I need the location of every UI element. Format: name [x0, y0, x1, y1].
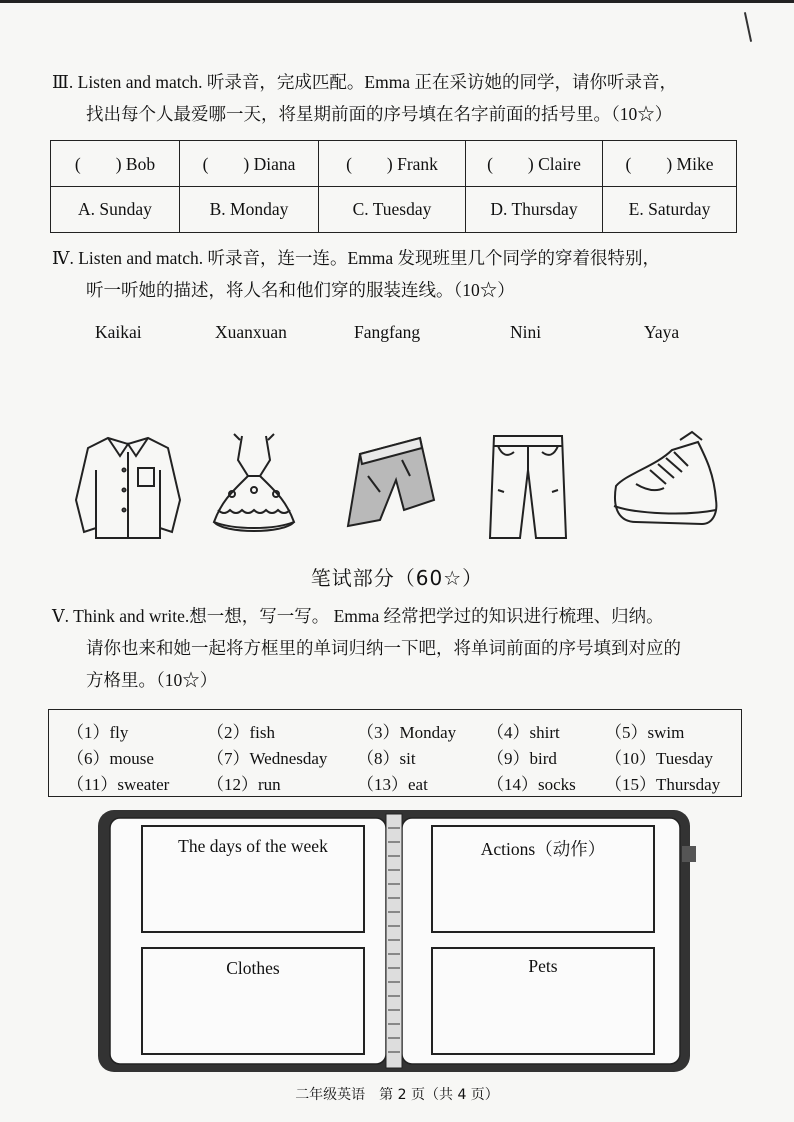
- category-box-clothes[interactable]: Clothes: [226, 958, 280, 978]
- name-cell[interactable]: ( ) Diana: [180, 141, 319, 187]
- word-item: （7）Wednesday: [207, 749, 328, 768]
- match-table: [50, 140, 737, 233]
- table-row-names: [51, 141, 737, 187]
- page-footer: 二年级英语 第 2 页（共 4 页）: [295, 1087, 499, 1103]
- day-cell: A. Sunday: [51, 187, 180, 233]
- student-name[interactable]: Yaya: [644, 322, 680, 342]
- shorts-picture[interactable]: [340, 430, 445, 535]
- word-item: （8）sit: [357, 749, 416, 768]
- section-4-instructions: [52, 242, 660, 306]
- written-part-heading: 笔试部分（60☆）: [310, 566, 484, 590]
- word-item: （11）sweater: [67, 775, 170, 794]
- section-5-line-3: 方格里。（10☆）: [86, 670, 218, 690]
- word-item: （5）swim: [605, 723, 685, 742]
- name-cell[interactable]: ( ) Frank: [319, 141, 466, 187]
- pen-mark: [744, 12, 752, 42]
- day-cell: B. Monday: [180, 187, 319, 233]
- word-item: （15）Thursday: [605, 775, 721, 794]
- section-3-line-1: Ⅲ. Listen and match. 听录音，完成匹配。Emma 正在采访她的同学，请你听录音，: [52, 72, 677, 92]
- category-box-actions[interactable]: Actions（动作）: [480, 839, 606, 859]
- word-item: （6）mouse: [67, 749, 154, 768]
- student-name[interactable]: Xuanxuan: [215, 322, 287, 342]
- day-cell: C. Tuesday: [319, 187, 466, 233]
- word-bank: [48, 709, 742, 797]
- day-cell: E. Saturday: [603, 187, 737, 233]
- section-5-line-2: 请你也来和她一起将方框里的单词归纳一下吧，将单词前面的序号填到对应的: [86, 638, 681, 658]
- word-item: （13）eat: [357, 775, 428, 794]
- name-cell[interactable]: ( ) Bob: [51, 141, 180, 187]
- category-box-days[interactable]: The days of the week: [178, 836, 328, 856]
- word-item: （4）shirt: [487, 723, 560, 742]
- student-name[interactable]: Kaikai: [95, 322, 142, 342]
- shirt-picture[interactable]: [68, 430, 188, 540]
- section-5-instructions: [52, 600, 681, 696]
- section-4-line-2: 听一听她的描述，将人名和他们穿的服装连线。（10☆）: [86, 280, 515, 300]
- word-item: （14）socks: [487, 775, 576, 794]
- section-4-line-1: Ⅳ. Listen and match. 听录音，连一连。Emma 发现班里几个同学的穿着很特别，: [52, 248, 661, 268]
- word-item: （1）fly: [67, 723, 129, 742]
- word-item: （9）bird: [487, 749, 557, 768]
- word-item: （2）fish: [207, 723, 275, 742]
- name-cell[interactable]: ( ) Claire: [466, 141, 603, 187]
- section-5-line-1: Ⅴ. Think and write.想一想，写一写。 Emma 经常把学过的知识进行梳理、归纳。: [52, 606, 664, 626]
- trousers-picture[interactable]: [484, 430, 572, 542]
- day-cell: D. Thursday: [466, 187, 603, 233]
- student-name[interactable]: Nini: [510, 322, 542, 342]
- dress-picture[interactable]: [204, 430, 304, 540]
- table-row-days: [51, 187, 737, 233]
- word-item: （10）Tuesday: [605, 749, 713, 768]
- shoe-picture[interactable]: [606, 430, 726, 536]
- word-item: （3）Monday: [357, 723, 457, 742]
- notebook-graphic: [0, 808, 794, 1078]
- name-cell[interactable]: ( ) Mike: [603, 141, 737, 187]
- student-name[interactable]: Fangfang: [354, 322, 421, 342]
- section-3-instructions: [52, 66, 677, 130]
- category-box-pets[interactable]: Pets: [528, 956, 558, 976]
- top-border: [0, 0, 794, 3]
- section-3-line-2: 找出每个人最爱哪一天，将星期前面的序号填在名字前面的括号里。（10☆）: [86, 104, 673, 124]
- word-item: （12）run: [207, 775, 281, 794]
